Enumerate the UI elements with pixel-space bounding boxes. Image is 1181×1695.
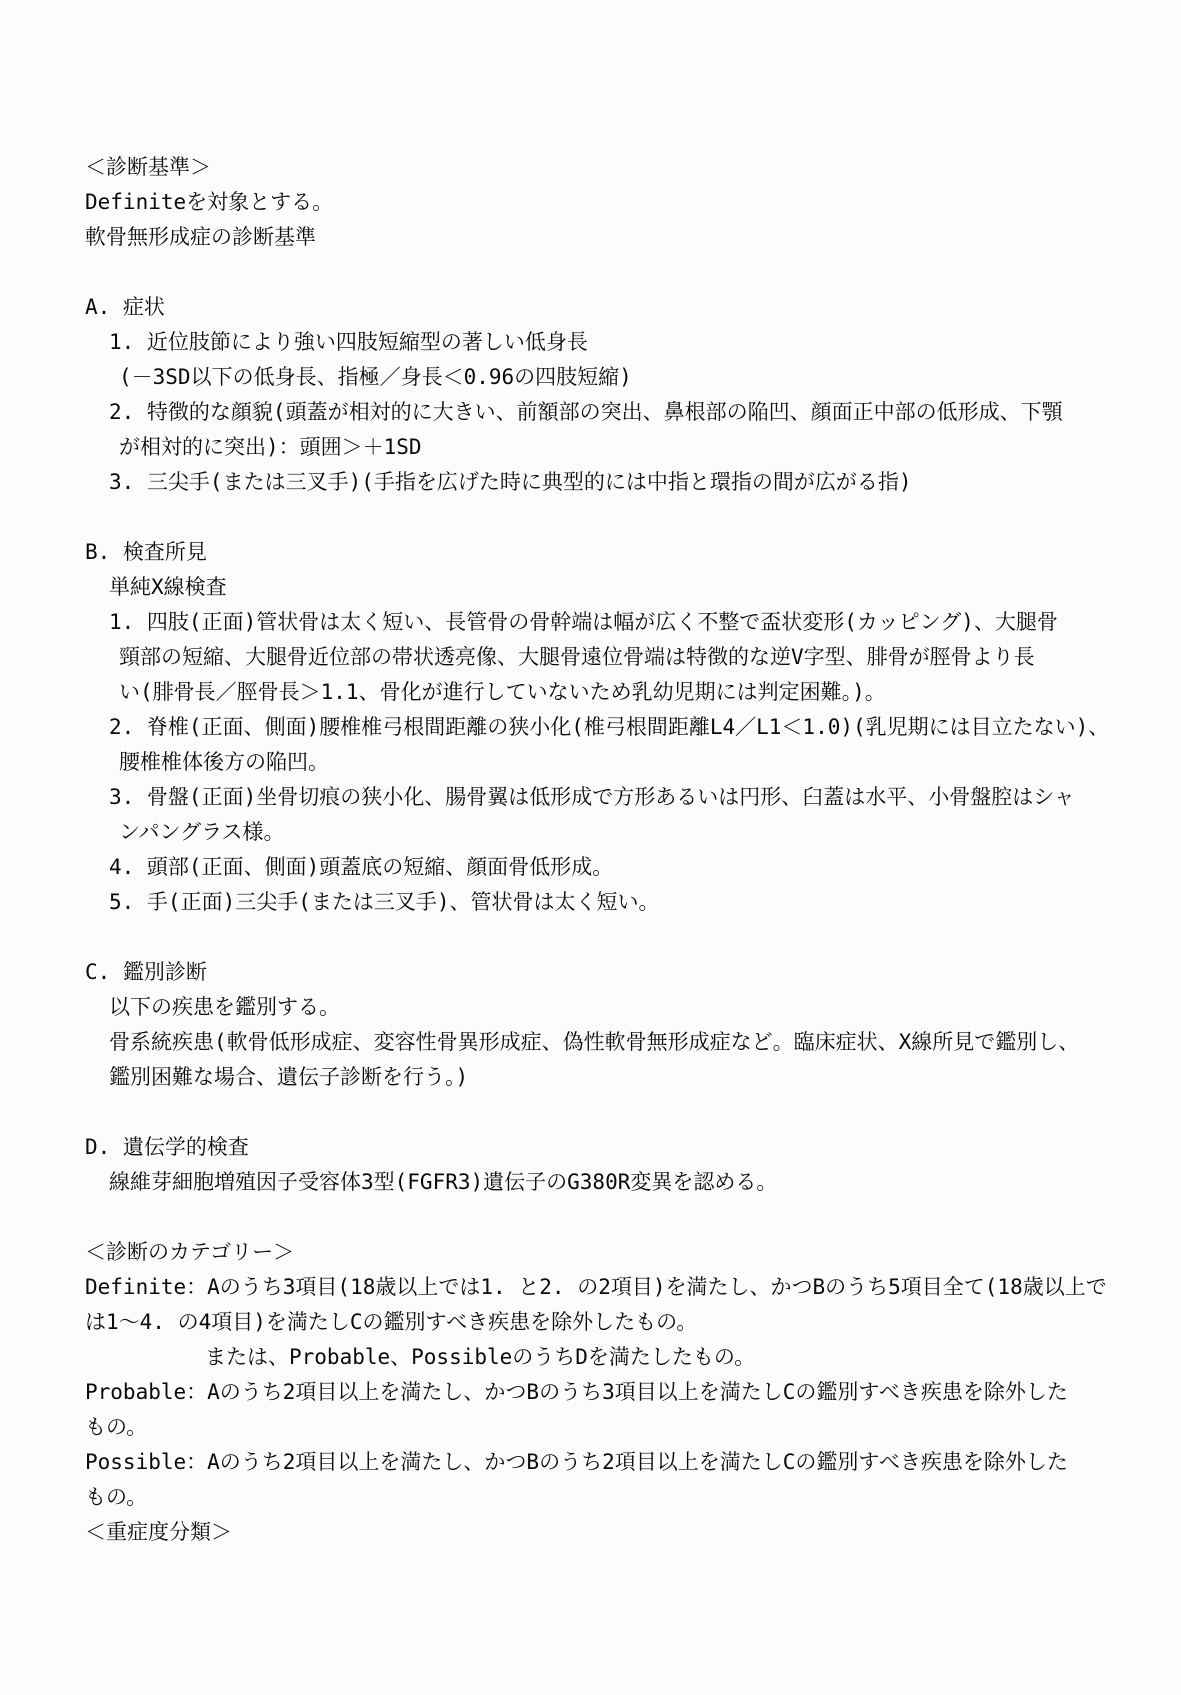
doc-title: ＜診断基準＞ [85, 155, 211, 179]
list-item: 1. 近位肢節により強い四肢短縮型の著しい低身長 [109, 330, 588, 354]
section-b [85, 535, 1125, 920]
category-possible-line: Possible：Aのうち2項目以上を満たし、かつBのうち2項目以上を満たしCの鑑別すべき疾患を除外した [85, 1450, 1068, 1474]
category-possible-continuation: もの。 [85, 1485, 148, 1509]
list-item: 2. 特徴的な顔貌(頭蓋が相対的に大きい、前額部の突出、鼻根部の陥凹、顔面正中部の低形成、下顎 [109, 400, 1063, 424]
severity-section [85, 1515, 1125, 1550]
list-item-continuation: 頸部の短縮、大腿骨近位部の帯状透亮像、大腿骨遠位骨端は特徴的な逆V字型、腓骨が脛骨より長 [119, 645, 1035, 669]
section-d [85, 1130, 1125, 1200]
category-definite-or-line: または、Probable、PossibleのうちDを満たしたもの。 [205, 1345, 756, 1369]
list-item: 5. 手(正面)三尖手(または三叉手)、管状骨は太く短い。 [109, 890, 660, 914]
category-heading: ＜診断のカテゴリー＞ [85, 1240, 295, 1264]
list-item-continuation: 腰椎椎体後方の陥凹。 [119, 750, 329, 774]
preamble-section [85, 150, 1125, 255]
body-line: 骨系統疾患(軟骨低形成症、変容性骨異形成症、偽性軟骨無形成症など。臨床症状、X線所見で鑑別し、 [109, 1030, 1080, 1054]
section-a-heading: A. 症状 [85, 295, 165, 319]
category-definite-line: Definite：Aのうち3項目(18歳以上では1. と2. の2項目)を満たし、かつBのうち5項目全て(18歳以上で [85, 1275, 1107, 1299]
section-b-heading: B. 検査所見 [85, 540, 207, 564]
list-item-continuation: い(腓骨長／脛骨長＞1.1、骨化が進行していないため乳幼児期には判定困難。)。 [119, 680, 886, 704]
scope-line: Definiteを対象とする。 [85, 190, 334, 214]
list-item-continuation: が相対的に突出)：頭囲＞＋1SD [119, 435, 422, 459]
severity-heading: ＜重症度分類＞ [85, 1520, 232, 1544]
category-probable-continuation: もの。 [85, 1415, 148, 1439]
list-item-continuation: ンパングラス様。 [119, 820, 285, 844]
list-item: 1. 四肢(正面)管状骨は太く短い、長管骨の骨幹端は幅が広く不整で盃状変形(カッピング)、大腿骨 [109, 610, 1058, 634]
subtitle-line: 軟骨無形成症の診断基準 [85, 225, 316, 249]
list-item: 4. 頭部(正面、側面)頭蓋底の短縮、顔面骨低形成。 [109, 855, 614, 879]
category-probable-line: Probable：Aのうち2項目以上を満たし、かつBのうち3項目以上を満たしCの鑑別すべき疾患を除外した [85, 1380, 1068, 1404]
section-d-heading: D. 遺伝学的検査 [85, 1135, 249, 1159]
body-line: 線維芽細胞増殖因子受容体3型(FGFR3)遺伝子のG380R変異を認める。 [109, 1170, 778, 1194]
section-b-subheading: 単純X線検査 [109, 575, 227, 599]
list-item-continuation: (－3SD以下の低身長、指極／身長＜0.96の四肢短縮) [119, 365, 632, 389]
list-item: 2. 脊椎(正面、側面)腰椎椎弓根間距離の狭小化(椎弓根間距離L4／L1＜1.0)(乳児期には目立たない)、 [109, 715, 1110, 739]
body-line: 鑑別困難な場合、遺伝子診断を行う。) [109, 1065, 469, 1089]
category-definite-continuation: は1～4. の4項目)を満たしCの鑑別すべき疾患を除外したもの。 [85, 1310, 698, 1334]
section-c [85, 955, 1125, 1095]
section-c-heading: C. 鑑別診断 [85, 960, 207, 984]
document-text [85, 150, 1125, 1550]
list-item: 3. 三尖手(または三叉手)(手指を広げた時に典型的には中指と環指の間が広がる指) [109, 470, 912, 494]
list-item: 3. 骨盤(正面)坐骨切痕の狭小化、腸骨翼は低形成で方形あるいは円形、臼蓋は水平、小骨盤腔はシャ [109, 785, 1075, 809]
category-section [85, 1235, 1125, 1515]
body-line: 以下の疾患を鑑別する。 [109, 995, 340, 1019]
section-a [85, 290, 1125, 500]
